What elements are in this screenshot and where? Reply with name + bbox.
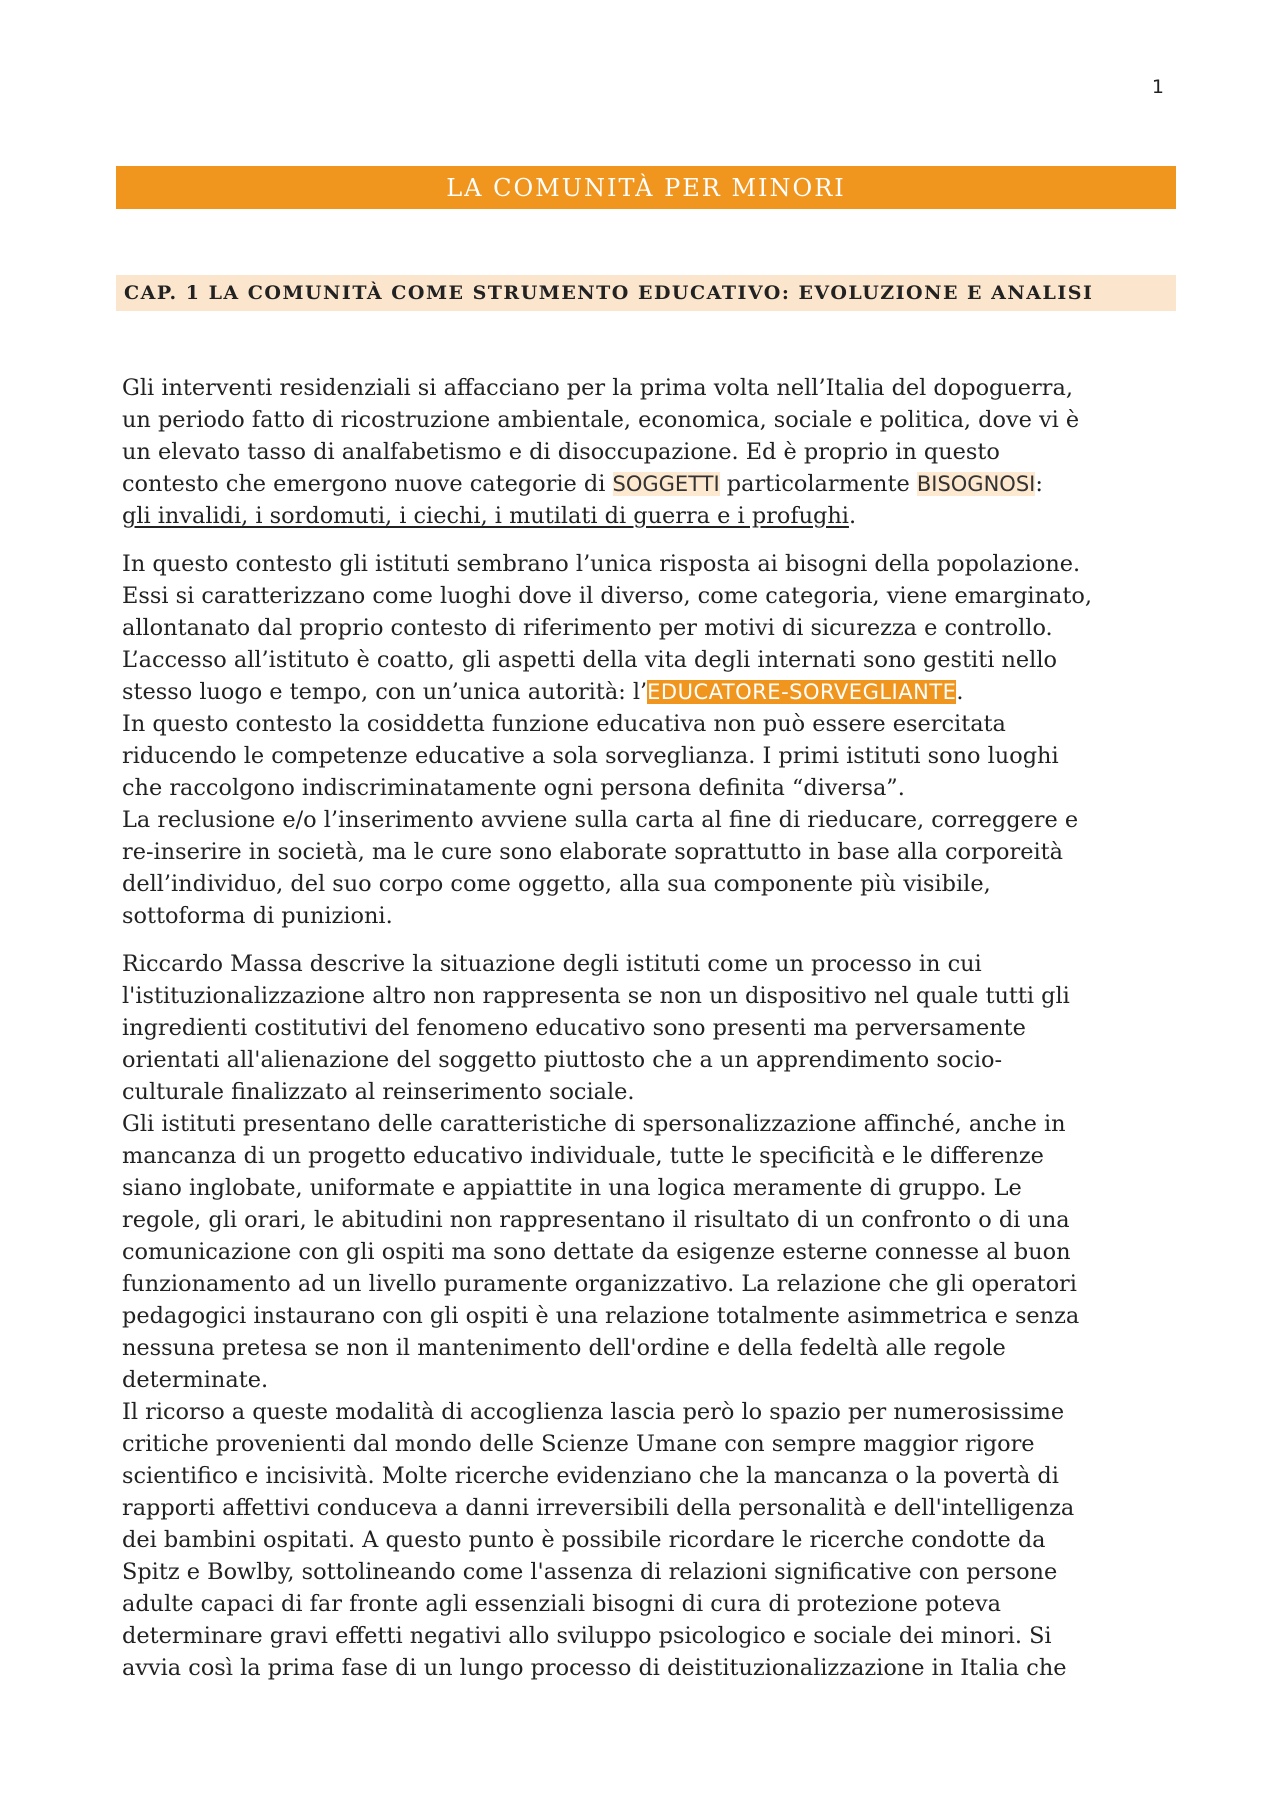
text-line: funzionamento ad un livello puramente organizzativo. La relazione che gli operatori (122, 1271, 1077, 1297)
text-line: riducendo le competenze educative a sola sorveglianza. I primi istituti sono luoghi (122, 743, 1059, 769)
text-line: L’accesso all’istituto è coatto, gli aspetti della vita degli internati sono gestiti nello (122, 647, 1057, 673)
text-line: Essi si caratterizzano come luoghi dove il diverso, come categoria, viene emarginato, (122, 583, 1092, 609)
text-line: re-inserire in società, ma le cure sono elaborate soprattutto in base alla corporeità (122, 839, 1063, 865)
text-line: mancanza di un progetto educativo individuale, tutte le specificità e le differenze (122, 1143, 1044, 1169)
text-line: culturale finalizzato al reinserimento sociale. (122, 1079, 635, 1105)
text-line: orientati all'alienazione del soggetto piuttosto che a un apprendimento socio- (122, 1047, 1003, 1073)
text-line: Riccardo Massa descrive la situazione degli istituti come un processo in cui (122, 951, 982, 977)
text-line: determinate. (122, 1367, 269, 1393)
highlight-bisognosi: BISOGNOSI (916, 472, 1036, 496)
text-line: scientifico e incisività. Molte ricerche evidenziano che la mancanza o la povertà di (122, 1463, 1059, 1489)
text-line: In questo contesto gli istituti sembrano l’unica risposta ai bisogni della popolazione. (122, 551, 1081, 577)
text-segment: : (1035, 471, 1043, 497)
chapter-heading: CAP. 1 LA COMUNITÀ COME STRUMENTO EDUCATIVO: EVOLUZIONE E ANALISI (116, 275, 1176, 311)
highlight-educatore-sorvegliante: EDUCATORE-SORVEGLIANTE (647, 680, 957, 704)
text-line: adulte capaci di far fronte agli essenziali bisogni di cura di protezione poteva (122, 1591, 1002, 1617)
text-line: allontanato dal proprio contesto di riferimento per motivi di sicurezza e controllo. (122, 615, 1053, 641)
text-line (122, 676, 1182, 708)
paragraph-massa (122, 948, 1182, 1684)
page-number: 1 (1151, 76, 1164, 98)
text-line: In questo contesto la cosiddetta funzione educativa non può essere esercitata (122, 711, 1006, 737)
text-line: ingredienti costitutivi del fenomeno educativo sono presenti ma perversamente (122, 1015, 1026, 1041)
underlined-categories: gli invalidi, i sordomuti, i ciechi, i mutilati di guerra e i profughi (122, 503, 849, 529)
text-line: dell’individuo, del suo corpo come oggetto, alla sua componente più visibile, (122, 871, 991, 897)
text-line: pedagogici instaurano con gli ospiti è una relazione totalmente asimmetrica e senza (122, 1303, 1080, 1329)
paragraph-intro (122, 372, 1182, 532)
text-line: Gli istituti presentano delle caratteristiche di spersonalizzazione affinché, anche in (122, 1111, 1066, 1137)
text-line: che raccolgono indiscriminatamente ogni persona definita “diversa”. (122, 775, 905, 801)
text-line: un elevato tasso di analfabetismo e di disoccupazione. Ed è proprio in questo (122, 439, 1000, 465)
text-line: Il ricorso a queste modalità di accoglienza lascia però lo spazio per numerosissime (122, 1399, 1065, 1425)
document-title: LA COMUNITÀ PER MINORI (116, 166, 1176, 209)
text-segment: particolarmente (719, 471, 917, 497)
text-line: comunicazione con gli ospiti ma sono dettate da esigenze esterne connesse al buon (122, 1239, 1071, 1265)
highlight-soggetti: SOGGETTI (612, 472, 720, 496)
paragraph-istituti (122, 548, 1182, 932)
text-line (122, 468, 1182, 500)
text-line: avvia così la prima fase di un lungo processo di deistituzionalizzazione in Italia che (122, 1655, 1067, 1681)
text-line: determinare gravi effetti negativi allo sviluppo psicologico e sociale dei minori. Si (122, 1623, 1052, 1649)
text-line: dei bambini ospitati. A questo punto è possibile ricordare le ricerche condotte da (122, 1527, 1046, 1553)
text-line: un periodo fatto di ricostruzione ambientale, economica, sociale e politica, dove vi è (122, 407, 1080, 433)
text-line: regole, gli orari, le abitudini non rappresentano il risultato di un confronto o di una (122, 1207, 1070, 1233)
text-segment: stesso luogo e tempo, con un’unica autorità: l’ (122, 679, 648, 705)
text-segment: . (848, 503, 857, 529)
text-line: Gli interventi residenziali si affacciano per la prima volta nell’Italia del dopoguerra, (122, 375, 1073, 401)
text-segment: . (956, 679, 964, 705)
text-line: sottoforma di punizioni. (122, 903, 393, 929)
body-text (122, 372, 1182, 1700)
text-line: Spitz e Bowlby, sottolineando come l'assenza di relazioni significative con persone (122, 1559, 1058, 1585)
text-line: l'istituzionalizzazione altro non rappresenta se non un dispositivo nel quale tutti gli (122, 983, 1070, 1009)
text-line: siano inglobate, uniformate e appiattite in una logica meramente di gruppo. Le (122, 1175, 1022, 1201)
text-line (122, 500, 1182, 532)
text-line: La reclusione e/o l’inserimento avviene sulla carta al fine di rieducare, correggere e (122, 807, 1079, 833)
text-segment: contesto che emergono nuove categorie di (122, 471, 613, 497)
text-line: nessuna pretesa se non il mantenimento dell'ordine e della fedeltà alle regole (122, 1335, 1006, 1361)
text-line: critiche provenienti dal mondo delle Scienze Umane con sempre maggior rigore (122, 1431, 1035, 1457)
text-line: rapporti affettivi conduceva a danni irreversibili della personalità e dell'intelligenza (122, 1495, 1075, 1521)
